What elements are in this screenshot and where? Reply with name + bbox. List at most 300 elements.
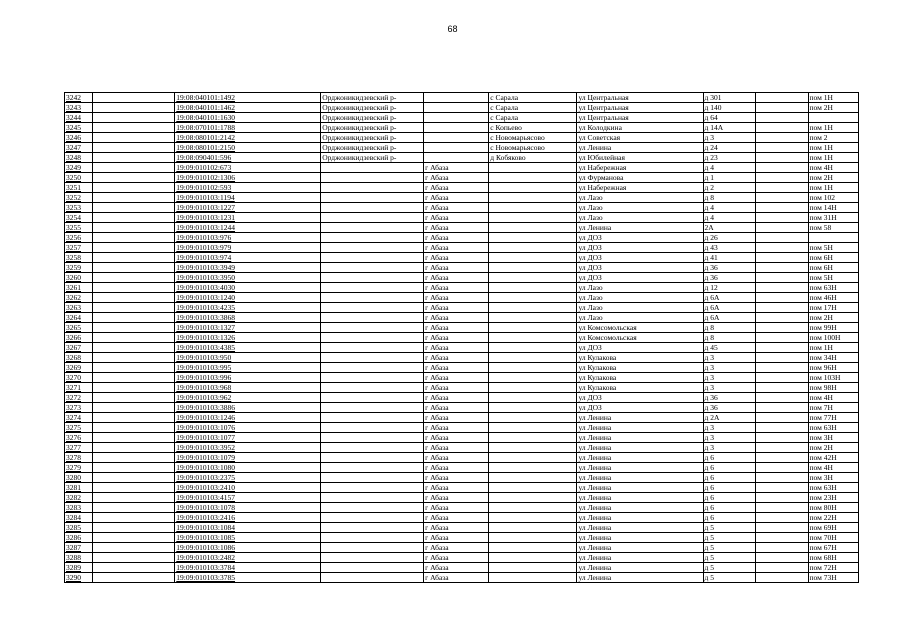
district-cell [321,373,424,383]
city-cell: г Абаза [424,353,489,363]
house-cell: д 3 [703,433,756,443]
building-cell [756,483,809,493]
row-number-cell: 3283 [65,503,93,513]
building-cell [756,493,809,503]
settlement-cell [489,513,577,523]
district-cell [321,383,424,393]
street-cell: ул Ленина [577,533,703,543]
house-cell: д 45 [703,343,756,353]
spacer-cell [93,533,175,543]
city-cell: г Абаза [424,493,489,503]
row-number-cell: 3273 [65,403,93,413]
settlement-cell: д Кобяково [489,153,577,163]
district-cell [321,213,424,223]
table-row [65,93,859,103]
house-cell: д 36 [703,403,756,413]
street-cell: ул Кулакова [577,353,703,363]
room-cell: пом 6Н [808,253,858,263]
cadastral-number-cell: 19:09:010103:4157 [175,493,321,503]
city-cell: г Абаза [424,283,489,293]
building-cell [756,293,809,303]
row-number-cell: 3249 [65,163,93,173]
street-cell: ул Ленина [577,483,703,493]
room-cell: пом 3Н [808,473,858,483]
city-cell: г Абаза [424,223,489,233]
room-cell: пом 67Н [808,543,858,553]
room-cell: пом 1Н [808,123,858,133]
cadastral-number-cell: 19:09:010103:3952 [175,443,321,453]
room-cell: пом 73Н [808,573,858,583]
cadastral-number-cell: 19:09:010103:974 [175,253,321,263]
settlement-cell [489,213,577,223]
table-row [65,323,859,333]
spacer-cell [93,483,175,493]
row-number-cell: 3261 [65,283,93,293]
city-cell: г Абаза [424,263,489,273]
table-row [65,493,859,503]
house-cell: д 5 [703,533,756,543]
cadastral-number-cell: 19:09:010103:3784 [175,563,321,573]
city-cell [424,103,489,113]
settlement-cell: с Новомарьясово [489,133,577,143]
district-cell [321,283,424,293]
settlement-cell [489,163,577,173]
building-cell [756,363,809,373]
table-row [65,263,859,273]
spacer-cell [93,523,175,533]
spacer-cell [93,493,175,503]
settlement-cell: с Сарала [489,103,577,113]
settlement-cell [489,293,577,303]
settlement-cell [489,313,577,323]
district-cell [321,523,424,533]
city-cell: г Абаза [424,383,489,393]
spacer-cell [93,443,175,453]
house-cell: д 3 [703,383,756,393]
room-cell: пом 98Н [808,383,858,393]
building-cell [756,473,809,483]
table-row [65,103,859,113]
city-cell: г Абаза [424,453,489,463]
street-cell: ул Ленина [577,143,703,153]
building-cell [756,223,809,233]
house-cell: д 3 [703,133,756,143]
house-cell: д 43 [703,243,756,253]
district-cell: Орджоникидзевский р- [321,103,424,113]
room-cell: пом 68Н [808,553,858,563]
settlement-cell [489,363,577,373]
city-cell: г Абаза [424,573,489,583]
city-cell: г Абаза [424,183,489,193]
room-cell: пом 42Н [808,453,858,463]
row-number-cell: 3289 [65,563,93,573]
room-cell: пом 4Н [808,163,858,173]
district-cell: Орджоникидзевский р- [321,153,424,163]
row-number-cell: 3263 [65,303,93,313]
street-cell: ул Ленина [577,503,703,513]
table-row [65,193,859,203]
city-cell: г Абаза [424,373,489,383]
cadastral-number-cell: 19:08:090401:596 [175,153,321,163]
street-cell: ул ДОЗ [577,233,703,243]
spacer-cell [93,463,175,473]
table-row [65,533,859,543]
city-cell: г Абаза [424,473,489,483]
settlement-cell [489,343,577,353]
spacer-cell [93,563,175,573]
street-cell: ул Ленина [577,433,703,443]
house-cell: д 4 [703,203,756,213]
room-cell: пом 70Н [808,533,858,543]
city-cell: г Абаза [424,203,489,213]
row-number-cell: 3282 [65,493,93,503]
row-number-cell: 3252 [65,193,93,203]
cadastral-number-cell: 19:09:010103:1086 [175,543,321,553]
building-cell [756,303,809,313]
building-cell [756,143,809,153]
row-number-cell: 3275 [65,423,93,433]
city-cell: г Абаза [424,173,489,183]
room-cell: пом 2Н [808,313,858,323]
spacer-cell [93,183,175,193]
room-cell [808,233,858,243]
settlement-cell [489,253,577,263]
table-row [65,553,859,563]
cadastral-number-cell: 19:09:010103:1194 [175,193,321,203]
cadastral-number-cell: 19:09:010103:2375 [175,473,321,483]
table-row [65,113,859,123]
spacer-cell [93,223,175,233]
street-cell: ул ДОЗ [577,393,703,403]
cadastral-number-cell: 19:09:010103:1240 [175,293,321,303]
cadastral-number-cell: 19:09:010103:995 [175,363,321,373]
street-cell: ул Ленина [577,573,703,583]
row-number-cell: 3281 [65,483,93,493]
city-cell: г Абаза [424,253,489,263]
settlement-cell [489,223,577,233]
settlement-cell [489,173,577,183]
city-cell: г Абаза [424,343,489,353]
cadastral-number-cell: 19:09:010103:1079 [175,453,321,463]
city-cell: г Абаза [424,423,489,433]
city-cell [424,143,489,153]
room-cell: пом 2Н [808,443,858,453]
spacer-cell [93,243,175,253]
house-cell: д 5 [703,573,756,583]
table-row [65,293,859,303]
settlement-cell [489,443,577,453]
street-cell: ул ДОЗ [577,343,703,353]
spacer-cell [93,423,175,433]
settlement-cell [489,533,577,543]
room-cell: пом 1Н [808,183,858,193]
house-cell: д 36 [703,263,756,273]
row-number-cell: 3268 [65,353,93,363]
building-cell [756,173,809,183]
city-cell: г Абаза [424,563,489,573]
settlement-cell [489,543,577,553]
table-row [65,563,859,573]
street-cell: ул Лазо [577,303,703,313]
house-cell: д 24 [703,143,756,153]
building-cell [756,243,809,253]
district-cell [321,453,424,463]
table-row [65,403,859,413]
room-cell: пом 1Н [808,153,858,163]
table-row [65,433,859,443]
room-cell: пом 14Н [808,203,858,213]
street-cell: ул Кулакова [577,373,703,383]
room-cell: пом 1Н [808,343,858,353]
room-cell: пом 6Н [808,263,858,273]
settlement-cell: с Сарала [489,93,577,103]
cadastral-number-cell: 19:09:010103:4030 [175,283,321,293]
table-row [65,333,859,343]
spacer-cell [93,283,175,293]
cadastral-number-cell: 19:09:010102:673 [175,163,321,173]
row-number-cell: 3269 [65,363,93,373]
spacer-cell [93,253,175,263]
settlement-cell [489,303,577,313]
table-row [65,443,859,453]
street-cell: ул Ленина [577,513,703,523]
building-cell [756,373,809,383]
city-cell: г Абаза [424,543,489,553]
city-cell: г Абаза [424,553,489,563]
settlement-cell [489,453,577,463]
settlement-cell [489,523,577,533]
spacer-cell [93,373,175,383]
spacer-cell [93,203,175,213]
settlement-cell: с Сарала [489,113,577,123]
house-cell: д 1 [703,173,756,183]
table-row [65,363,859,373]
building-cell [756,203,809,213]
spacer-cell [93,303,175,313]
spacer-cell [93,403,175,413]
settlement-cell [489,563,577,573]
table-row [65,163,859,173]
spacer-cell [93,263,175,273]
settlement-cell [489,263,577,273]
spacer-cell [93,323,175,333]
row-number-cell: 3246 [65,133,93,143]
cadastral-number-cell: 19:08:070101:1788 [175,123,321,133]
district-cell [321,493,424,503]
table-row [65,503,859,513]
house-cell: д 4 [703,163,756,173]
room-cell: пом 72Н [808,563,858,573]
spacer-cell [93,343,175,353]
building-cell [756,353,809,363]
registry-rows [65,93,859,583]
cadastral-number-cell: 19:09:010102:593 [175,183,321,193]
building-cell [756,183,809,193]
building-cell [756,403,809,413]
city-cell: г Абаза [424,363,489,373]
district-cell [321,343,424,353]
district-cell [321,233,424,243]
row-number-cell: 3244 [65,113,93,123]
street-cell: ул Лазо [577,193,703,203]
district-cell [321,183,424,193]
street-cell: ул Ленина [577,463,703,473]
room-cell: пом 4Н [808,393,858,403]
city-cell: г Абаза [424,273,489,283]
street-cell: ул Ленина [577,493,703,503]
table-row [65,133,859,143]
settlement-cell [489,383,577,393]
room-cell: пом 1Н [808,143,858,153]
settlement-cell [489,423,577,433]
city-cell [424,93,489,103]
building-cell [756,543,809,553]
city-cell: г Абаза [424,403,489,413]
district-cell [321,313,424,323]
cadastral-number-cell: 19:09:010103:1246 [175,413,321,423]
room-cell: пом 58 [808,223,858,233]
street-cell: ул Центральная [577,103,703,113]
house-cell: д 14А [703,123,756,133]
room-cell: пом 63Н [808,483,858,493]
city-cell: г Абаза [424,163,489,173]
building-cell [756,513,809,523]
cadastral-number-cell: 19:09:010103:1080 [175,463,321,473]
settlement-cell [489,243,577,253]
street-cell: ул Комсомольская [577,323,703,333]
building-cell [756,133,809,143]
district-cell [321,333,424,343]
room-cell: пом 46Н [808,293,858,303]
room-cell: пом 5Н [808,273,858,283]
district-cell [321,273,424,283]
city-cell: г Абаза [424,433,489,443]
district-cell [321,353,424,363]
spacer-cell [93,233,175,243]
district-cell: Орджоникидзевский р- [321,133,424,143]
cadastral-number-cell: 19:09:010102:1306 [175,173,321,183]
building-cell [756,123,809,133]
house-cell: д 8 [703,193,756,203]
house-cell: д 23 [703,153,756,163]
cadastral-number-cell: 19:09:010103:3868 [175,313,321,323]
settlement-cell: с Копьево [489,123,577,133]
district-cell [321,193,424,203]
spacer-cell [93,543,175,553]
table-row [65,143,859,153]
district-cell [321,393,424,403]
room-cell: пом 4Н [808,463,858,473]
street-cell: ул Ленина [577,413,703,423]
table-row [65,383,859,393]
room-cell: пом 7Н [808,403,858,413]
settlement-cell [489,413,577,423]
city-cell: г Абаза [424,293,489,303]
settlement-cell [489,273,577,283]
row-number-cell: 3245 [65,123,93,133]
building-cell [756,533,809,543]
city-cell: г Абаза [424,523,489,533]
house-cell: д 6 [703,483,756,493]
cadastral-number-cell: 19:08:040101:1492 [175,93,321,103]
cadastral-number-cell: 19:09:010103:2410 [175,483,321,493]
building-cell [756,283,809,293]
street-cell: ул Ленина [577,223,703,233]
street-cell: ул Ленина [577,453,703,463]
district-cell [321,433,424,443]
settlement-cell [489,503,577,513]
city-cell: г Абаза [424,323,489,333]
cadastral-number-cell: 19:09:010103:4385 [175,343,321,353]
table-row [65,273,859,283]
cadastral-number-cell: 19:09:010103:1085 [175,533,321,543]
house-cell: д 6 [703,503,756,513]
street-cell: ул ДОЗ [577,273,703,283]
cadastral-number-cell: 19:09:010103:976 [175,233,321,243]
street-cell: ул Кулакова [577,383,703,393]
building-cell [756,393,809,403]
cadastral-number-cell: 19:09:010103:1227 [175,203,321,213]
row-number-cell: 3254 [65,213,93,223]
row-number-cell: 3248 [65,153,93,163]
house-cell: д 41 [703,253,756,263]
street-cell: ул Лазо [577,203,703,213]
house-cell: д 36 [703,273,756,283]
building-cell [756,323,809,333]
city-cell: г Абаза [424,413,489,423]
row-number-cell: 3279 [65,463,93,473]
row-number-cell: 3277 [65,443,93,453]
building-cell [756,153,809,163]
spacer-cell [93,453,175,463]
district-cell [321,263,424,273]
row-number-cell: 3265 [65,323,93,333]
district-cell [321,323,424,333]
district-cell [321,473,424,483]
building-cell [756,193,809,203]
house-cell: д 8 [703,333,756,343]
table-row [65,343,859,353]
cadastral-number-cell: 19:09:010103:1084 [175,523,321,533]
city-cell [424,153,489,163]
settlement-cell [489,333,577,343]
row-number-cell: 3267 [65,343,93,353]
spacer-cell [93,393,175,403]
district-cell [321,363,424,373]
district-cell [321,223,424,233]
spacer-cell [93,163,175,173]
row-number-cell: 3287 [65,543,93,553]
street-cell: ул ДОЗ [577,403,703,413]
room-cell: пом 22Н [808,513,858,523]
settlement-cell: с Новомарьясово [489,143,577,153]
district-cell: Орджоникидзевский р- [321,143,424,153]
city-cell: г Абаза [424,513,489,523]
row-number-cell: 3257 [65,243,93,253]
cadastral-number-cell: 19:09:010103:1077 [175,433,321,443]
cadastral-number-cell: 19:09:010103:3950 [175,273,321,283]
row-number-cell: 3266 [65,333,93,343]
street-cell: ул Кулакова [577,363,703,373]
cadastral-number-cell: 19:09:010103:1244 [175,223,321,233]
house-cell: д 6 [703,473,756,483]
building-cell [756,433,809,443]
row-number-cell: 3270 [65,373,93,383]
city-cell: г Абаза [424,483,489,493]
settlement-cell [489,283,577,293]
table-row [65,153,859,163]
cadastral-number-cell: 19:09:010103:1076 [175,423,321,433]
